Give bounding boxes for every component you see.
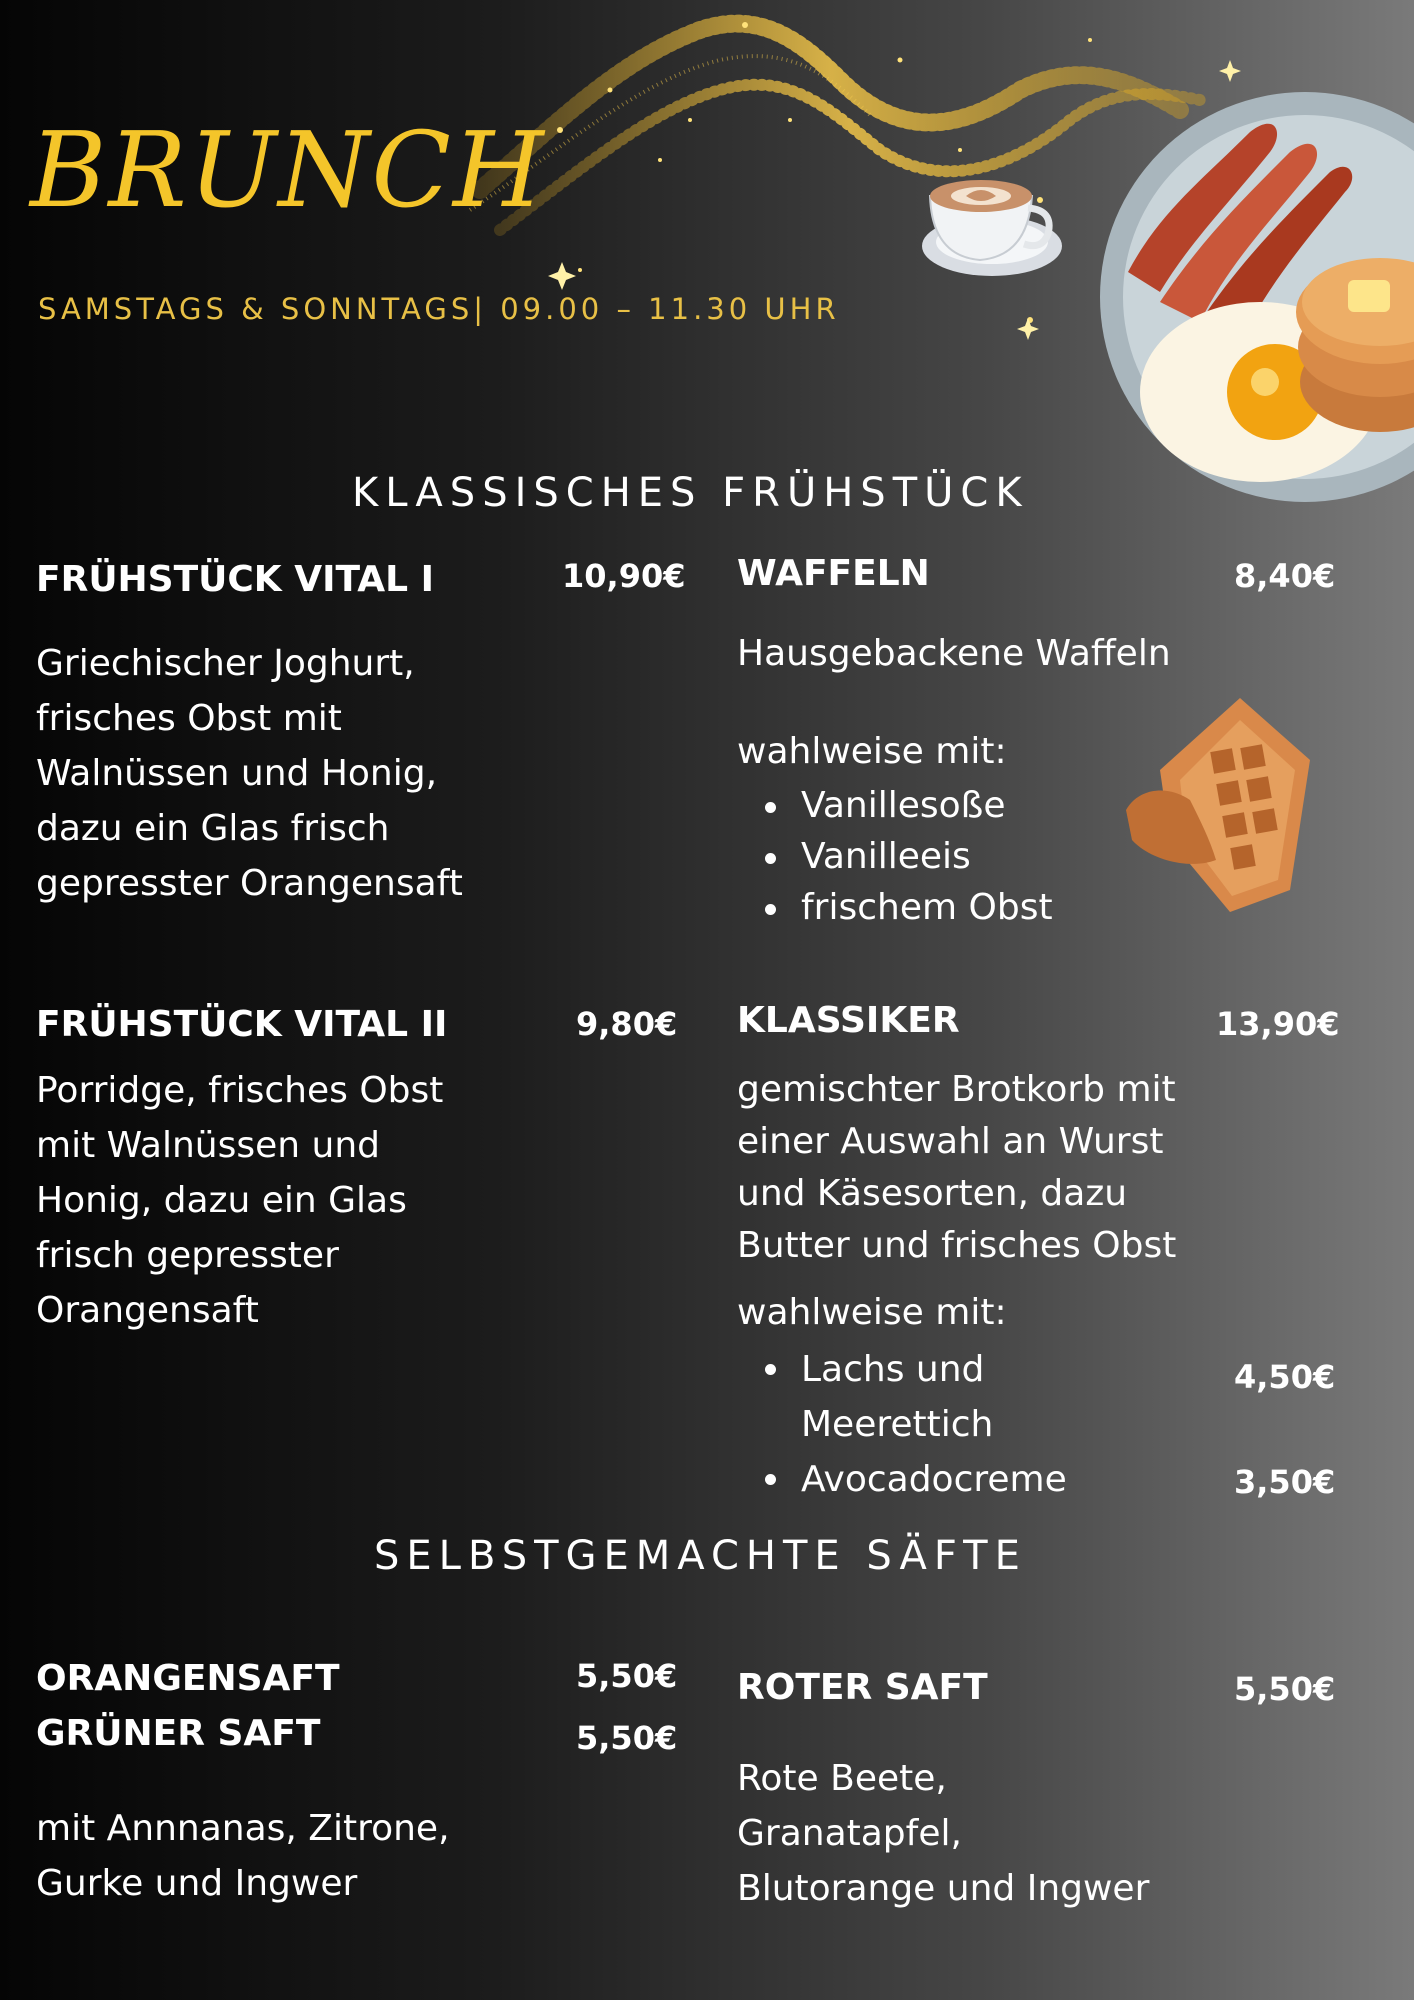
item-price-klassiker: 13,90€ (1216, 1005, 1340, 1043)
item-price-vital-1: 10,90€ (562, 557, 686, 595)
item-name-klassiker: KLASSIKER (737, 1000, 960, 1041)
opening-hours: SAMSTAGS & SONNTAGS| 09.00 – 11.30 UHR (38, 292, 840, 326)
list-item (737, 1342, 1067, 1452)
description-line: Gurke und Ingwer (36, 1863, 358, 1904)
description-line: dazu ein Glas frisch (36, 808, 390, 849)
item-description-vital-1 (36, 636, 463, 911)
item-price-roter-saft: 5,50€ (1234, 1670, 1336, 1708)
item-price-waffeln: 8,40€ (1234, 557, 1336, 595)
description-line: gemischter Brotkorb mit (737, 1069, 1176, 1110)
item-description-klassiker (737, 1064, 1176, 1272)
description-line: frisch gepresster (36, 1235, 339, 1276)
item-price-gruener-saft: 5,50€ (576, 1719, 678, 1757)
item-name-roter-saft: ROTER SAFT (737, 1667, 988, 1708)
page-title: BRUNCH (30, 109, 546, 231)
description-line: Blutorange und Ingwer (737, 1868, 1150, 1909)
description-line: Orangensaft (36, 1290, 259, 1331)
item-description-vital-2 (36, 1063, 443, 1338)
item-price-vital-2: 9,80€ (576, 1005, 678, 1043)
item-description-waffeln (737, 626, 1171, 681)
description-line: Granatapfel, (737, 1813, 962, 1854)
waffle-icon (1120, 690, 1320, 920)
options-label-klassiker: wahlweise mit: (737, 1292, 1007, 1333)
description-line: gepresster Orangensaft (36, 863, 463, 904)
description-line: Walnüssen und Honig, (36, 753, 438, 794)
section-heading-juices: SELBSTGEMACHTE SÄFTE (374, 1533, 1027, 1579)
description-line: und Käsesorten, dazu (737, 1173, 1128, 1214)
option-price-lachs: 4,50€ (1234, 1358, 1336, 1396)
options-label-waffeln: wahlweise mit: (737, 731, 1007, 772)
list-item: frischem Obst (737, 882, 1053, 933)
breakfast-plate-icon (1100, 92, 1414, 502)
option-price-avocado: 3,50€ (1234, 1463, 1336, 1501)
item-description-gruener-saft (36, 1801, 450, 1911)
item-description-roter-saft (737, 1751, 1149, 1916)
list-item: Vanilleeis (737, 831, 1053, 882)
item-name-waffeln: WAFFELN (737, 553, 930, 594)
description-line: Hausgebackene Waffeln (737, 633, 1171, 674)
options-list-klassiker (737, 1342, 1067, 1507)
description-line: Butter und frisches Obst (737, 1225, 1177, 1266)
item-name-vital-1: FRÜHSTÜCK VITAL I (36, 559, 434, 600)
description-line: Porridge, frisches Obst (36, 1070, 444, 1111)
description-line: frisches Obst mit (36, 698, 342, 739)
options-list-waffeln (737, 780, 1053, 933)
option-label: Lachs und (801, 1349, 985, 1390)
item-name-orangensaft: ORANGENSAFT (36, 1658, 340, 1699)
list-item: Avocadocreme (737, 1452, 1067, 1507)
item-price-orangensaft: 5,50€ (576, 1657, 678, 1695)
option-label: Meerettich (801, 1404, 994, 1445)
item-name-vital-2: FRÜHSTÜCK VITAL II (36, 1004, 448, 1045)
description-line: Rote Beete, (737, 1758, 947, 1799)
description-line: Honig, dazu ein Glas (36, 1180, 407, 1221)
description-line: mit Annnanas, Zitrone, (36, 1808, 450, 1849)
description-line: mit Walnüssen und (36, 1125, 381, 1166)
description-line: einer Auswahl an Wurst (737, 1121, 1164, 1162)
item-name-gruener-saft: GRÜNER SAFT (36, 1713, 321, 1754)
coffee-cup-icon (910, 168, 1062, 290)
section-heading-breakfast: KLASSISCHES FRÜHSTÜCK (352, 470, 1029, 516)
list-item: Vanillesoße (737, 780, 1053, 831)
description-line: Griechischer Joghurt, (36, 643, 415, 684)
